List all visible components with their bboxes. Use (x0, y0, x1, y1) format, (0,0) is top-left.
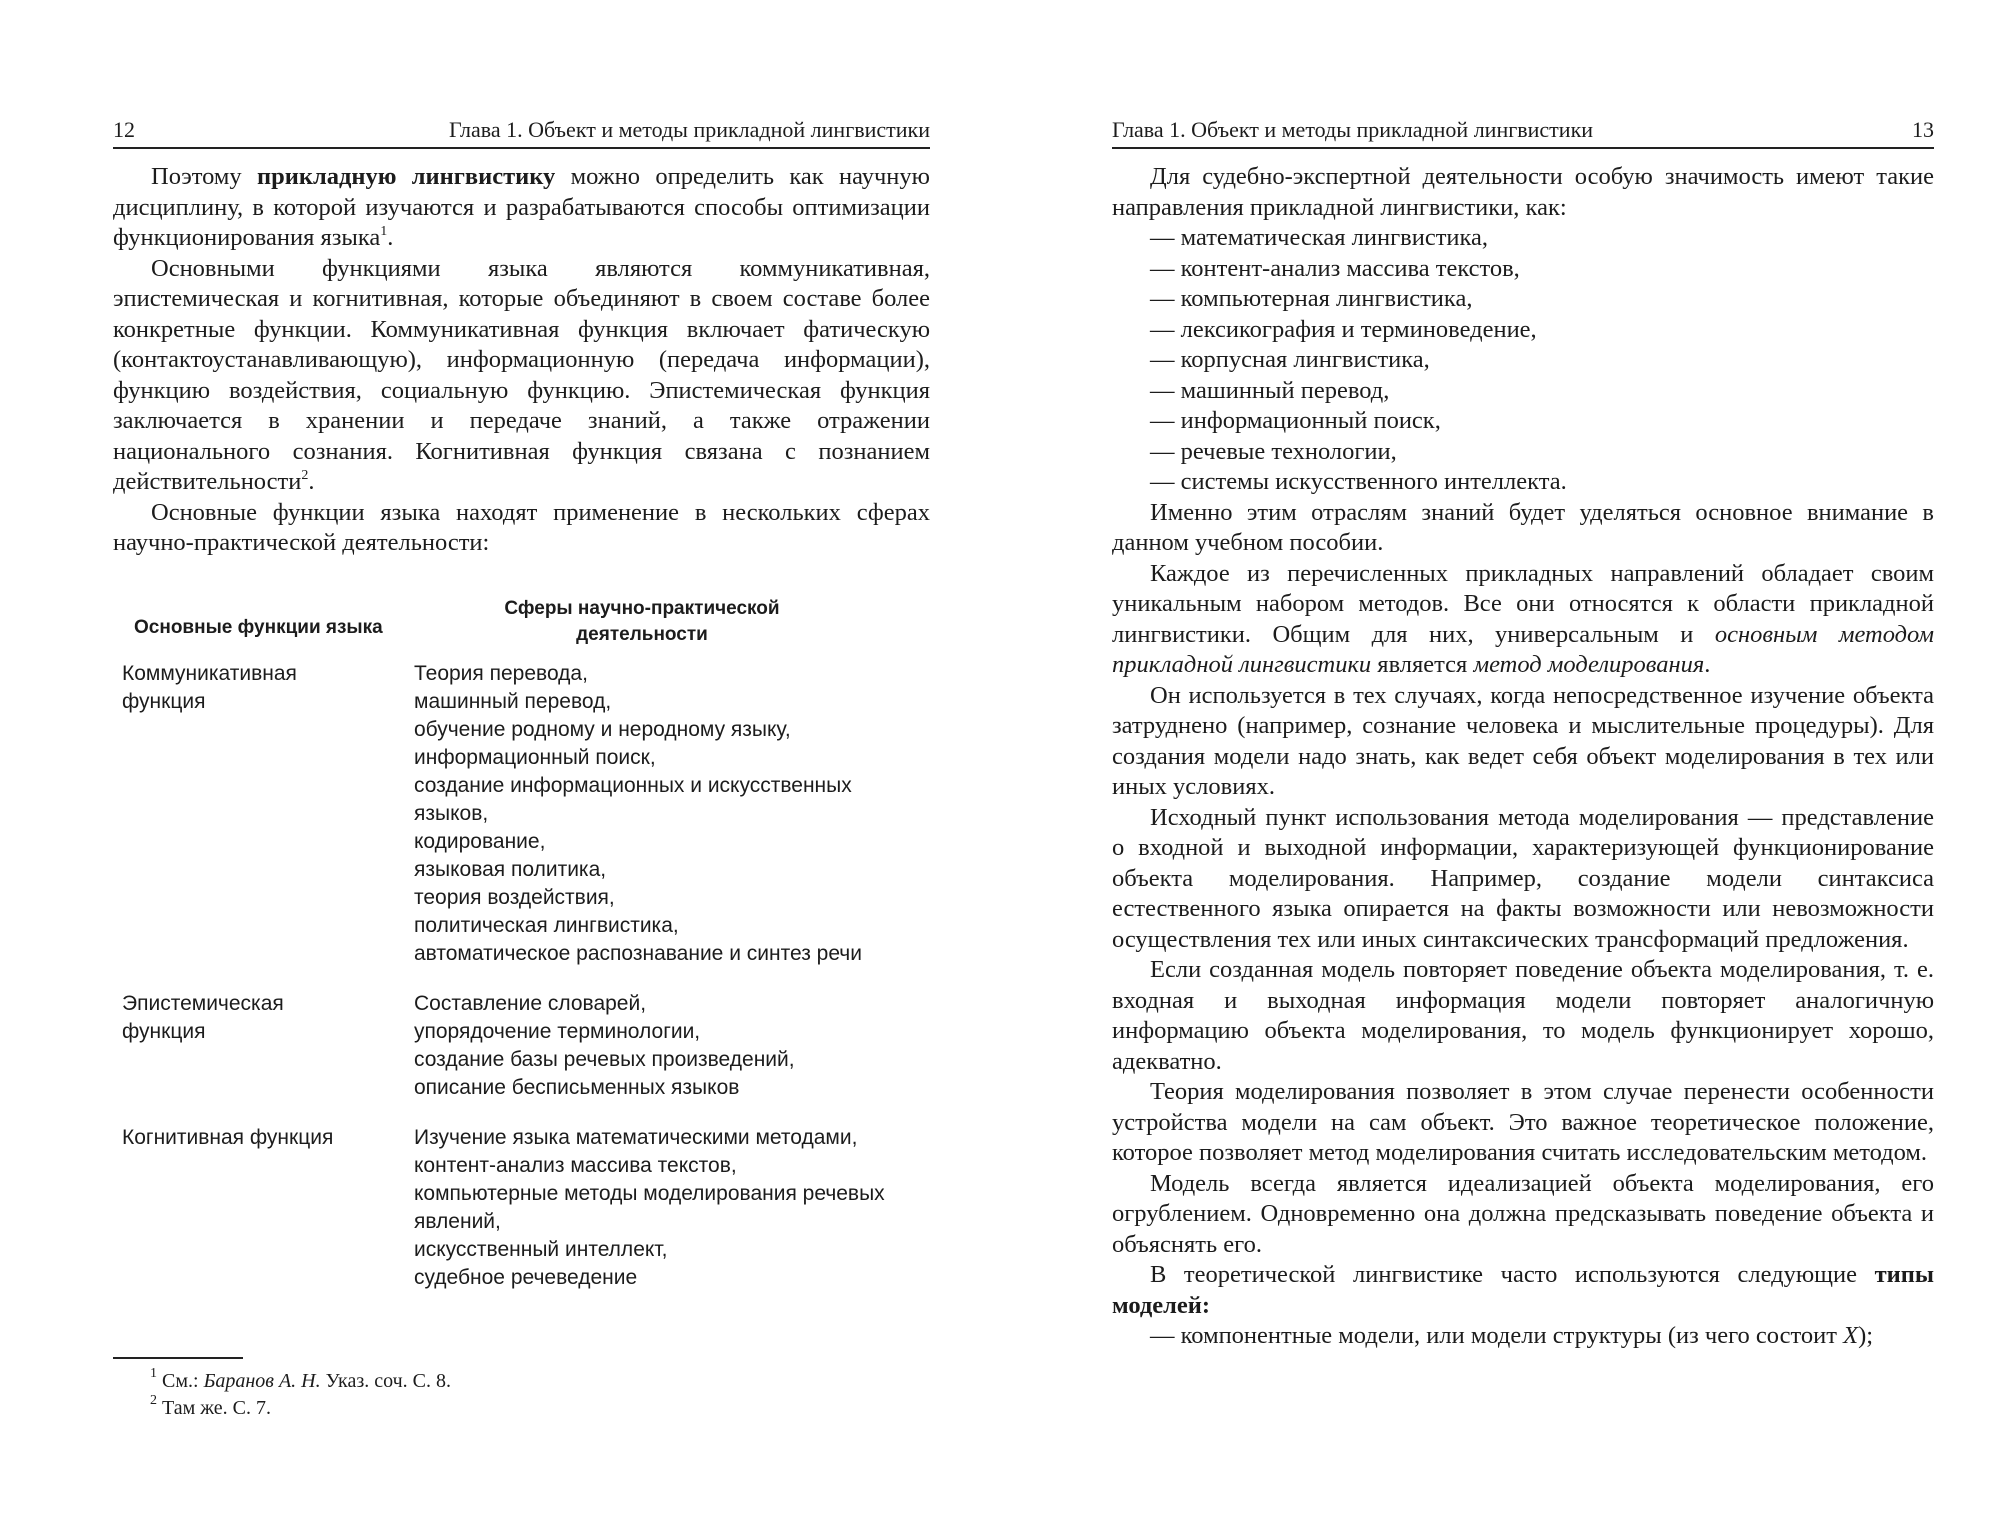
footnote-ref-2: 2 (301, 468, 309, 483)
paragraph-theory: Теория моделирования позволяет в этом случае перенести особенности устройства модели на сам объект. Это важное теоретическое положение, которое позволяет метод моделирования считать исследовательским методом. (1112, 1078, 1934, 1166)
footnote-2 (150, 1395, 930, 1422)
footnote-number: 1 (150, 1366, 157, 1381)
footnote-ref-1: 1 (380, 224, 388, 239)
function-name: Коммуникативная (122, 662, 297, 685)
list-item: — информационный поиск, (1150, 407, 1441, 434)
footnotes (150, 1368, 930, 1422)
chapter-title-left: Глава 1. Объект и методы прикладной лингвистики (448, 117, 930, 142)
term-modeling-method: метод моделирования (1473, 651, 1705, 678)
list-item: — речевые технологии, (1150, 437, 1397, 465)
right-body-text (1112, 162, 1934, 1352)
list-item: — лексикография и терминоведение, (1150, 315, 1537, 343)
spheres-cell (414, 1124, 914, 1292)
running-header-right (1112, 113, 1934, 149)
spheres-cell (414, 990, 914, 1102)
list-item: — машинный перевод, (1150, 376, 1390, 404)
page-number-left: 12 (113, 117, 135, 142)
header-spheres-line: деятельности (576, 624, 708, 645)
sphere-item: политическая лингвистика, (414, 914, 679, 937)
paragraph-functions (113, 254, 930, 498)
footnote-author: Баранов А. Н. (203, 1370, 321, 1392)
paragraph-focus: Именно этим отраслям знаний будет уделяться основное внимание в данном учебном пособии. (1112, 498, 1934, 556)
sphere-item: обучение родному и неродному языку, (414, 718, 791, 741)
sphere-item: языков, (414, 802, 489, 825)
variable-x: X (1843, 1322, 1859, 1349)
paragraph-spheres: Основные функции языка находят применение в нескольких сферах научно-практической деятельности: (113, 498, 930, 556)
term-model-types: типы моделей: (1112, 1261, 1934, 1319)
function-name: Эпистемическая (122, 992, 284, 1015)
list-item: — системы искусственного интеллекта. (1150, 468, 1567, 495)
table-row (122, 660, 930, 968)
header-spheres-line: Сферы научно-практической (504, 598, 780, 619)
paragraph-methods (1112, 559, 1934, 681)
footnote-number: 2 (150, 1393, 157, 1408)
sphere-item: кодирование, (414, 830, 546, 853)
function-name: функция (122, 1020, 206, 1043)
list-item: — математическая лингвистика, (1150, 224, 1489, 251)
term-applied-linguistics: прикладную лингвистику (257, 163, 556, 190)
text-run: Указ. соч. С. 8. (320, 1370, 451, 1392)
text-run: . (387, 224, 394, 251)
footnote-divider (113, 1357, 243, 1359)
sphere-item: описание бесписьменных языков (414, 1076, 740, 1099)
text-run: ); (1858, 1322, 1874, 1349)
function-name: функция (122, 690, 206, 713)
sphere-item: упорядочение терминологии, (414, 1020, 701, 1043)
table-header (122, 596, 930, 660)
text-run: . (1704, 651, 1711, 678)
running-header-left (113, 113, 930, 149)
paragraph-model: Модель всегда является идеализацией объекта моделирования, его огрублением. Одновременно она должна предсказывать поведение объекта и объяснять его. (1112, 1169, 1934, 1258)
function-name: Когнитивная функция (122, 1126, 334, 1149)
function-cell (122, 660, 414, 968)
sphere-item: автоматическое распознавание и синтез речи (414, 942, 862, 965)
sphere-item: создание базы речевых произведений, (414, 1048, 795, 1071)
text-run: Основными функциями языка являются коммуникативная, эпистемическая и когнитивная, которые объединяют в своем составе более конкретные функции. Коммуникативная функция включает фатическую (контактоустанавливающую), информационную (передача информации), функцию воздействия, социальную функцию. Эпистемическая функция заключается в хранении и передаче знаний, а также отражении национального сознания. Когнитивная функция связана с познанием действительности (113, 254, 930, 495)
text-run: См.: (162, 1370, 204, 1392)
sphere-item: Теория перевода, (414, 662, 588, 685)
sphere-item: создание информационных и искусственных (414, 774, 852, 797)
sphere-item: информационный поиск, (414, 746, 656, 769)
table-row (122, 990, 930, 1102)
paragraph-definition (113, 162, 930, 254)
spheres-cell (414, 660, 914, 968)
sphere-item: искусственный интеллект, (414, 1238, 668, 1261)
left-body-text (113, 162, 930, 559)
table-row (122, 1124, 930, 1292)
header-spheres (422, 596, 862, 648)
text-run: . (308, 468, 315, 495)
sphere-item: контент-анализ массива текстов, (414, 1154, 737, 1177)
header-functions: Основные функции языка (134, 617, 383, 638)
paragraph-start: Исходный пункт использования метода моделирования — представление о входной и выходной информации, характеризующей функционирование объекта моделирования. Например, создание модели синтаксиса естественного языка опирается на факты возможности или невозможности осуществления тех или иных синтаксических трансформаций предложения. (1112, 803, 1934, 953)
paragraph-used: Он используется в тех случаях, когда непосредственное изучение объекта затруднено (например, сознание человека и мыслительные процедуры). Для создания модели надо знать, как ведет себя объект моделирования в тех или иных условиях. (1112, 681, 1934, 800)
sphere-item: явлений, (414, 1210, 501, 1233)
text-run: является (1371, 651, 1474, 678)
text-run: Поэтому (151, 163, 257, 190)
sphere-item: компьютерные методы моделирования речевых (414, 1182, 885, 1205)
function-cell (122, 1124, 414, 1292)
list-item (1112, 1321, 1934, 1352)
text-run: можно определить как научную дисциплину, в которой изучаются и разрабатываются способы оптимизации функционирования языка (113, 163, 930, 251)
sphere-item: машинный перевод, (414, 690, 612, 713)
sphere-item: судебное речеведение (414, 1266, 638, 1289)
paragraph-types (1112, 1260, 1934, 1321)
list-item: — контент-анализ массива текстов, (1150, 254, 1520, 282)
paragraph-intro: Для судебно-экспертной деятельности особую значимость имеют такие направления прикладной лингвистики, как: (1112, 163, 1934, 221)
sphere-item: Составление словарей, (414, 992, 647, 1015)
page-number-right: 13 (1912, 117, 1934, 142)
chapter-title-right: Глава 1. Объект и методы прикладной лингвистики (1112, 117, 1594, 142)
right-page (1000, 0, 2000, 1534)
list-item: — корпусная лингвистика, (1150, 346, 1430, 373)
function-cell (122, 990, 414, 1102)
footnote-1 (150, 1368, 930, 1395)
text-run: — компонентные модели, или модели структуры (из чего состоит (1150, 1322, 1844, 1349)
paragraph-if: Если созданная модель повторяет поведение объекта моделирования, т. е. входная и выходная информация модели повторяет аналогичную информацию объекта моделирования, то модель функционирует хорошо, адекватно. (1112, 956, 1934, 1075)
text-run: Каждое из перечисленных прикладных направлений обладает своим уникальным набором методов. Все они относятся к области прикладной лингвистики. Общим для них, универсальным и (1112, 559, 1934, 648)
sphere-item: языковая политика, (414, 858, 607, 881)
functions-table (122, 596, 930, 1292)
text-run: Там же. С. 7. (157, 1397, 272, 1419)
list-item: — компьютерная лингвистика, (1150, 285, 1473, 312)
text-run: В теоретической лингвистике часто используются следующие (1150, 1261, 1875, 1288)
term-main-method: основным методом прикладной лингвистики (1112, 620, 1935, 678)
sphere-item: теория воздействия, (414, 886, 615, 909)
sphere-item: Изучение языка математическими методами, (414, 1126, 858, 1149)
